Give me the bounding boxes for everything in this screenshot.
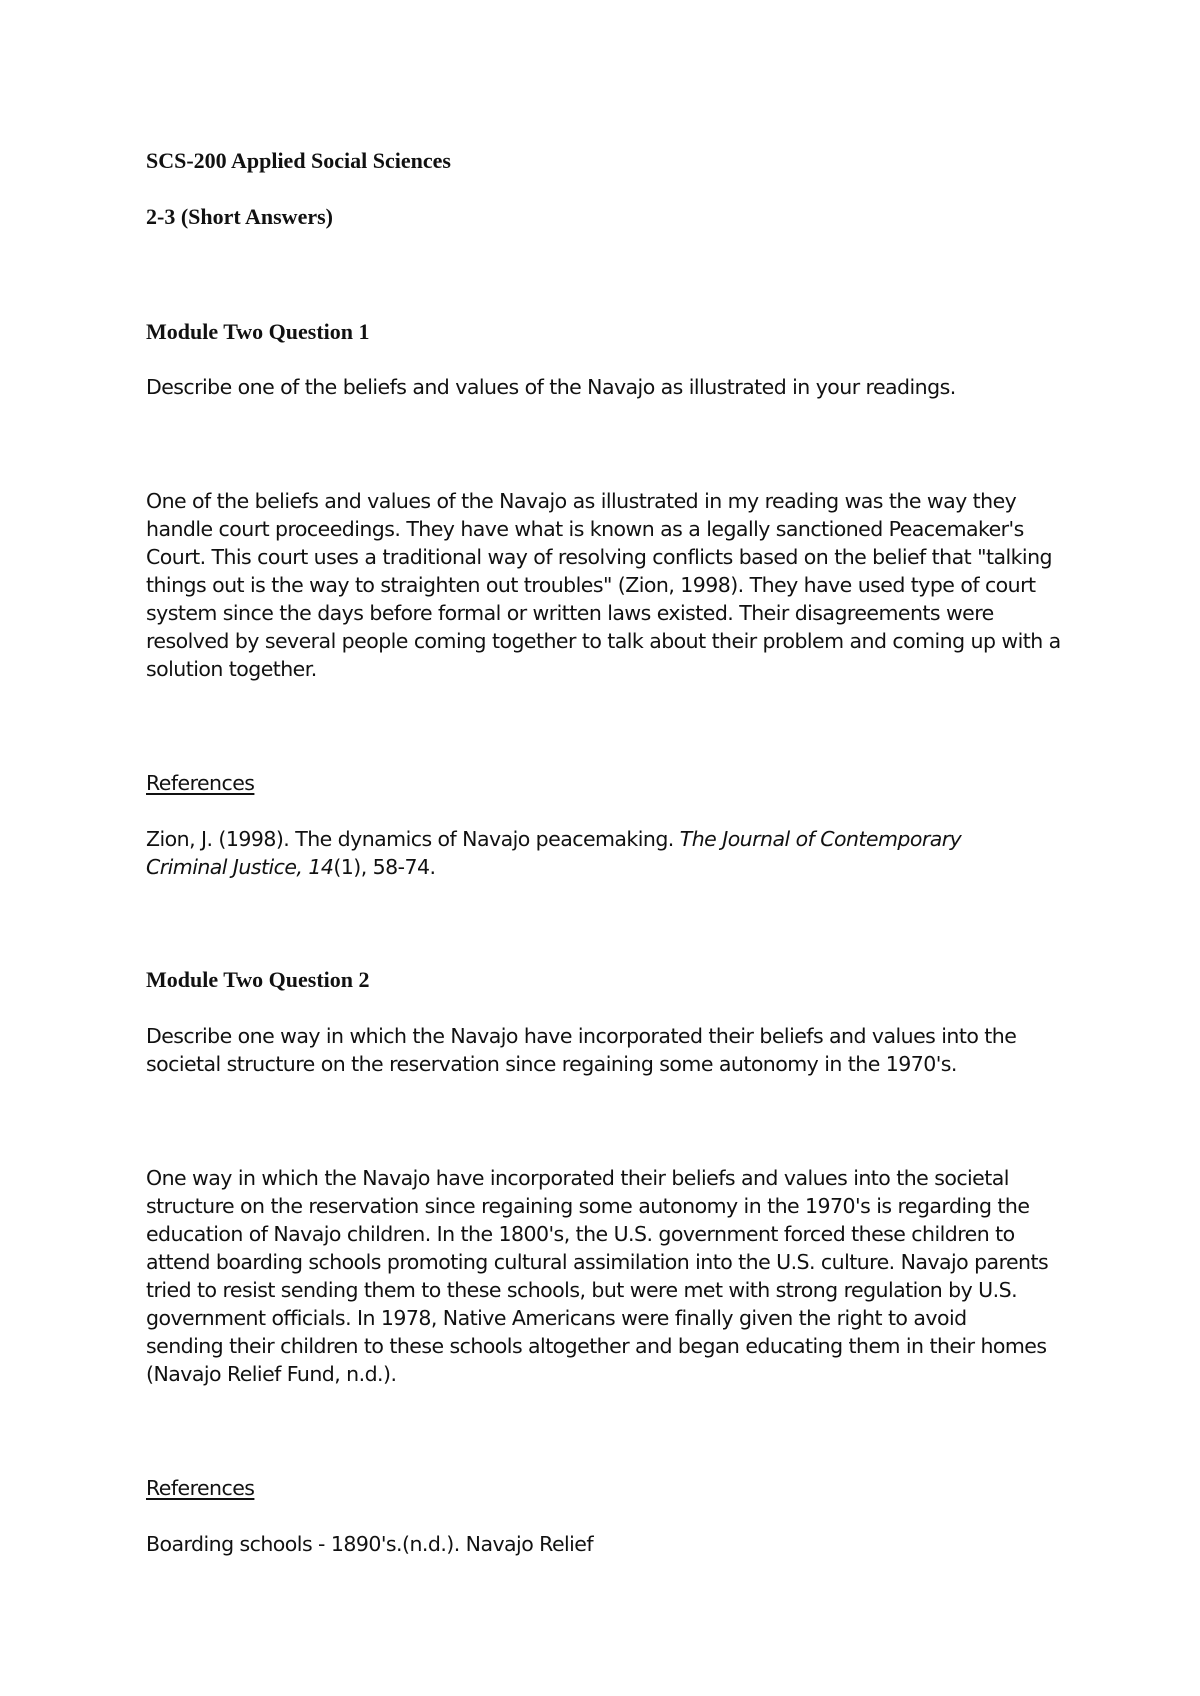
reference-journal: The Journal of Contemporary: [679, 827, 962, 851]
references-label: References: [146, 1476, 255, 1500]
reference-text: (1), 58-74.: [333, 855, 436, 879]
references-label: References: [146, 771, 255, 795]
prompt-line: Describe one way in which the Navajo have incorporated their beliefs and values into the: [146, 1024, 1017, 1048]
question-2-heading: Module Two Question 2: [146, 967, 370, 992]
answer-line: One of the beliefs and values of the Navajo as illustrated in my reading was the way they: [146, 489, 1017, 513]
answer-line: One way in which the Navajo have incorporated their beliefs and values into the societal: [146, 1166, 1009, 1190]
prompt-line: societal structure on the reservation since regaining some autonomy in the 1970's.: [146, 1052, 957, 1076]
answer-line: solution together.: [146, 657, 317, 681]
answer-line: handle court proceedings. They have what is known as a legally sanctioned Peacemaker's: [146, 517, 1024, 541]
answer-line: government officials. In 1978, Native Americans were finally given the right to avoid: [146, 1306, 967, 1330]
answer-line: things out is the way to straighten out troubles" (Zion, 1998). They have used type of court: [146, 573, 1036, 597]
answer-line: system since the days before formal or written laws existed. Their disagreements were: [146, 601, 994, 625]
answer-line: (Navajo Relief Fund, n.d.).: [146, 1362, 397, 1386]
question-1-heading: Module Two Question 1: [146, 319, 370, 344]
reference-journal: Criminal Justice, 14: [146, 855, 334, 879]
answer-line: sending their children to these schools altogether and began educating them in their homes: [146, 1334, 1047, 1358]
assignment-title: 2-3 (Short Answers): [146, 204, 333, 229]
answer-line: education of Navajo children. In the 1800's, the U.S. government forced these children to: [146, 1222, 1015, 1246]
question-1-prompt: Describe one of the beliefs and values of the Navajo as illustrated in your readings.: [146, 375, 956, 399]
answer-line: Court. This court uses a traditional way of resolving conflicts based on the belief that "talking: [146, 545, 1052, 569]
answer-line: tried to resist sending them to these schools, but were met with strong regulation by U.S.: [146, 1278, 1018, 1302]
answer-line: attend boarding schools promoting cultural assimilation into the U.S. culture. Navajo parents: [146, 1250, 1049, 1274]
answer-line: structure on the reservation since regaining some autonomy in the 1970's is regarding the: [146, 1194, 1030, 1218]
reference-text: Zion, J. (1998). The dynamics of Navajo peacemaking.: [146, 827, 680, 851]
reference-entry: Boarding schools - 1890's.(n.d.). Navajo Relief: [146, 1532, 594, 1556]
course-title: SCS-200 Applied Social Sciences: [146, 148, 451, 173]
reference-entry-continued: [146, 853, 435, 881]
answer-line: resolved by several people coming together to talk about their problem and coming up with a: [146, 629, 1061, 653]
reference-entry: [146, 825, 961, 853]
